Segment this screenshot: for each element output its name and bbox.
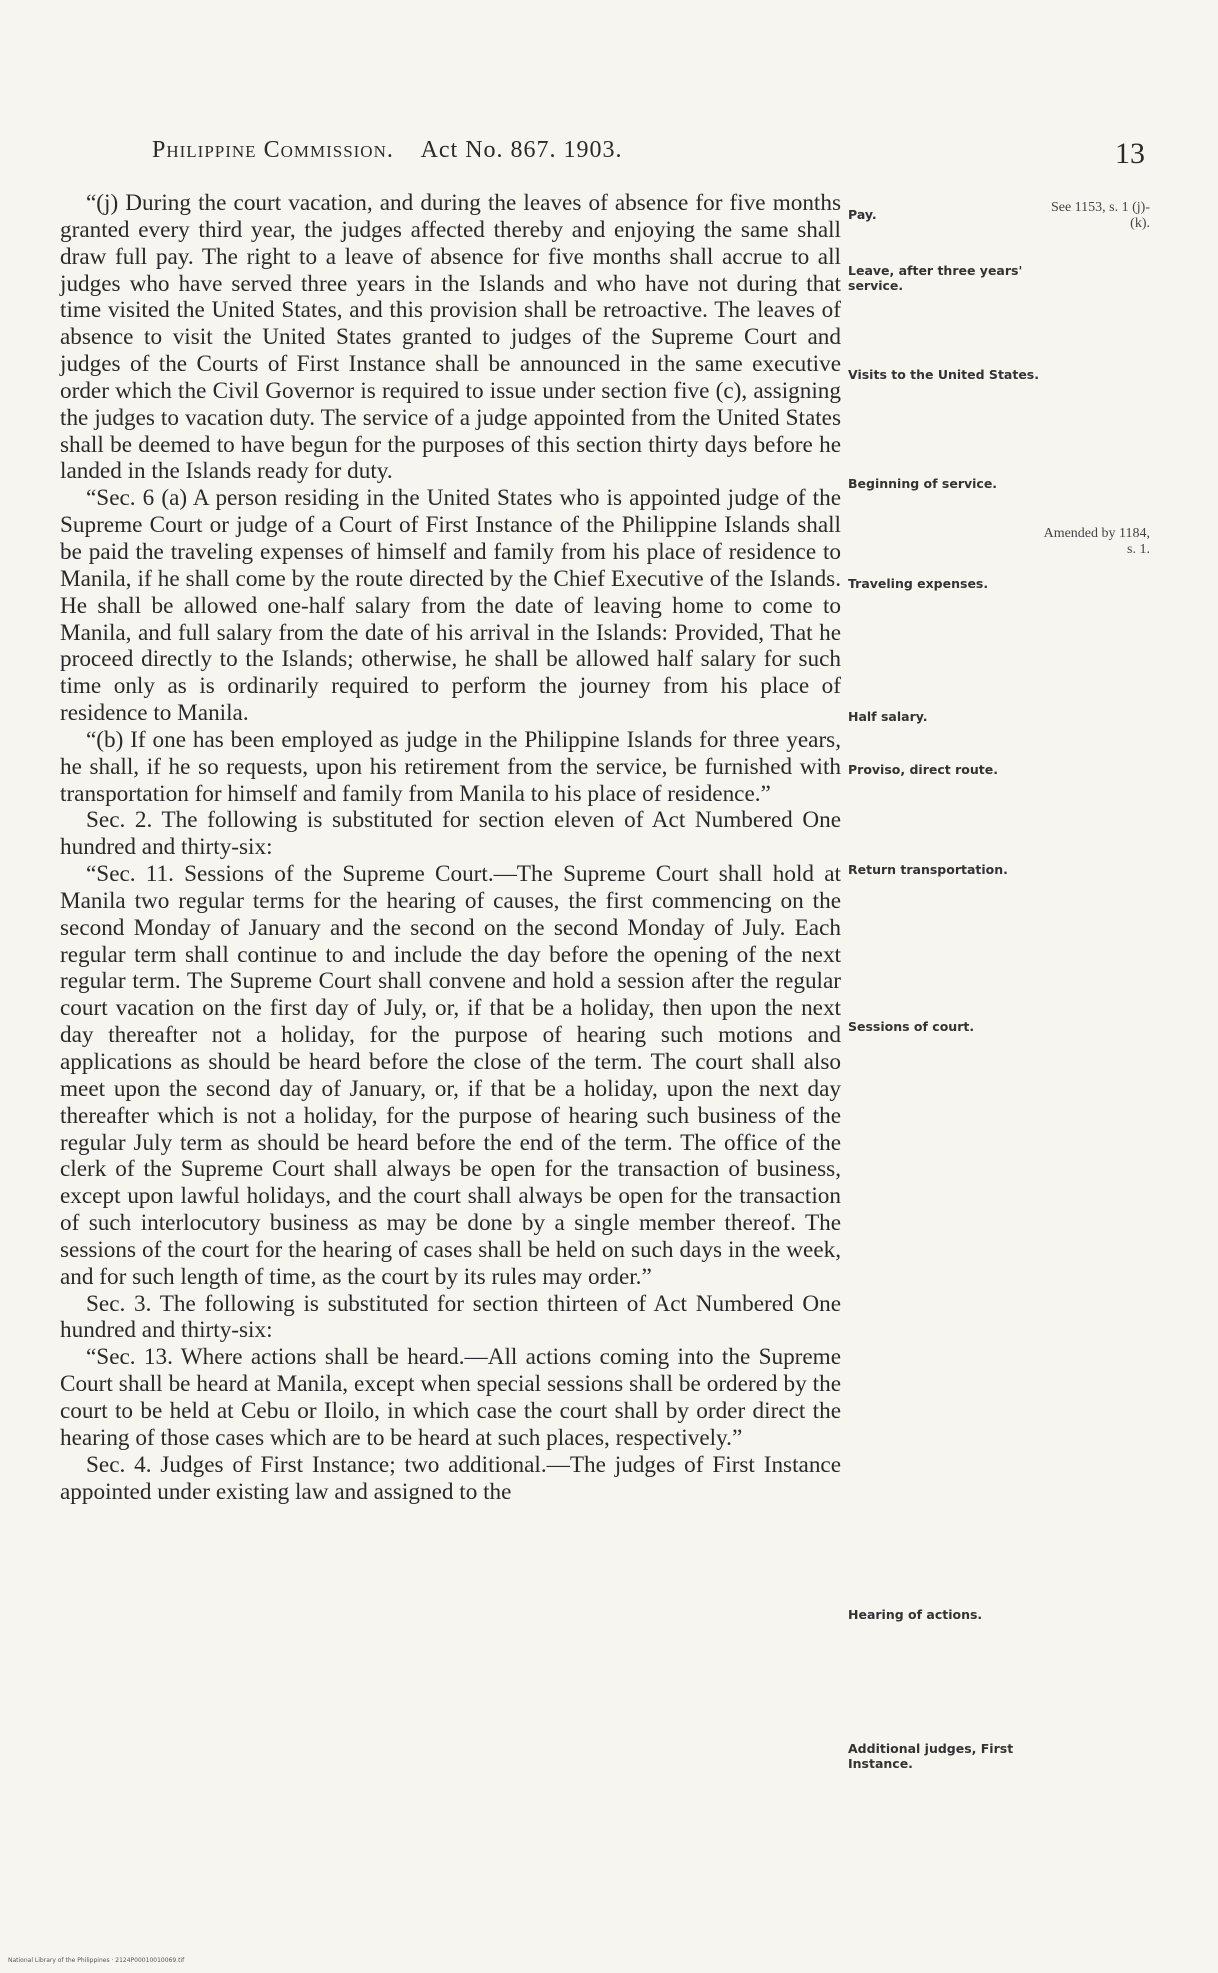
- body-text: [60, 190, 841, 1505]
- margin-note-pay: Pay.: [848, 207, 877, 222]
- margin-note-visits: Visits to the United States.: [848, 367, 1039, 382]
- paragraph-sec-2: Sec. 2. The following is substituted for section eleven of Act Numbered One hundred and thirty-six:: [60, 807, 841, 861]
- running-head-title: Philippine Commission.: [152, 137, 394, 163]
- running-head-act: Act No. 867. 1903.: [420, 137, 623, 163]
- margin-note-leave: Leave, after three years' service.: [848, 263, 1023, 293]
- paragraph-sec-4: Sec. 4. Judges of First Instance; two additional.—The judges of First Instance appointed under existing law and assigned to the: [60, 1451, 841, 1505]
- margin-note-half-salary: Half salary.: [848, 709, 928, 724]
- paragraph-sec-13: “Sec. 13. Where actions shall be heard.—All actions coming into the Supreme Court shall be heard at Manila, except when special sessions shall be ordered by the court to be held at Cebu or Iloilo, in which case the court shall by order direct the hearing of those cases which are to be heard at such places, respectively.”: [60, 1344, 841, 1451]
- margin-note-sessions: Sessions of court.: [848, 1019, 975, 1034]
- scan-footer: National Library of the Philippines · 2124P00010010069.tif: [8, 1957, 185, 1964]
- margin-note-traveling-expenses: Traveling expenses.: [848, 576, 989, 591]
- paragraph-sec-11: “Sec. 11. Sessions of the Supreme Court.—The Supreme Court shall hold at Manila two regular terms for the hearing of causes, the first commencing on the second Monday of January and the second on the second Monday of July. Each regular term shall continue to and include the day before the opening of the next regular term. The Supreme Court shall convene and hold a session after the regular court vacation on the first day of July, or, if that be a holiday, then upon the next day thereafter not a holiday, for the purpose of hearing such motions and applications as should be heard before the close of the term. The court shall also meet upon the second day of January, or, if that be a holiday, upon the next day thereafter which is not a holiday, for the purpose of hearing such business of the regular July term as should be heard before the end of the term. The office of the clerk of the Supreme Court shall always be open for the transaction of business, except upon lawful holidays, and the court shall always be open for the transaction of such interlocutory business as may be done by a single member thereof. The sessions of the court for the hearing of cases shall be held on such days in the week, and for such length of time, as the court by its rules may order.”: [60, 861, 841, 1290]
- margin-note-return-transportation: Return transportation.: [848, 862, 1008, 877]
- reference-see-1153: See 1153, s. 1 (j)-(k).: [1050, 200, 1150, 231]
- paragraph-j-vacation-pay: “(j) During the court vacation, and during the leaves of absence for five months granted every third year, the judges affected thereby and enjoying the same shall draw full pay. The right to a leave of absence for five months shall accrue to all judges who have served three years in the Islands and who have not during that time visited the United States, and this provision shall be retroactive. The leaves of absence to visit the United States granted to judges of the Supreme Court and judges of the Courts of First Instance shall be announced in the same executive order which the Civil Governor is required to issue under section five (c), assigning the judges to vacation duty. The service of a judge appointed from the United States shall be deemed to have begun for the purposes of this section thirty days before he landed in the Islands ready for duty.: [60, 190, 841, 485]
- reference-amended-1184: Amended by 1184, s. 1.: [1043, 526, 1150, 557]
- margin-note-hearing: Hearing of actions.: [848, 1607, 983, 1622]
- paragraph-sec-6b: “(b) If one has been employed as judge in the Philippine Islands for three years, he shall, if he so requests, upon his retirement from the service, be furnished with transportation for himself and family from Manila to his place of residence.”: [60, 726, 841, 807]
- margin-note-beginning-service: Beginning of service.: [848, 476, 998, 491]
- running-head: [152, 137, 1132, 164]
- margin-note-proviso: Proviso, direct route.: [848, 762, 998, 777]
- page-number: 13: [1115, 137, 1145, 170]
- margin-note-additional-judges: Additional judges, First Instance.: [848, 1741, 1014, 1771]
- paragraph-sec-3: Sec. 3. The following is substituted for section thirteen of Act Numbered One hundred and thirty-six:: [60, 1290, 841, 1344]
- paragraph-sec-6a: “Sec. 6 (a) A person residing in the United States who is appointed judge of the Supreme Court or judge of a Court of First Instance of the Philippine Islands shall be paid the traveling expenses of himself and family from his place of residence to Manila, if he shall come by the route directed by the Chief Executive of the Islands. He shall be allowed one-half salary from the date of leaving home to come to Manila, and full salary from the date of his arrival in the Islands: Provided, That he proceed directly to the Islands; otherwise, he shall be allowed half salary for such time only as is ordinarily required to perform the journey from his place of residence to Manila.: [60, 485, 841, 727]
